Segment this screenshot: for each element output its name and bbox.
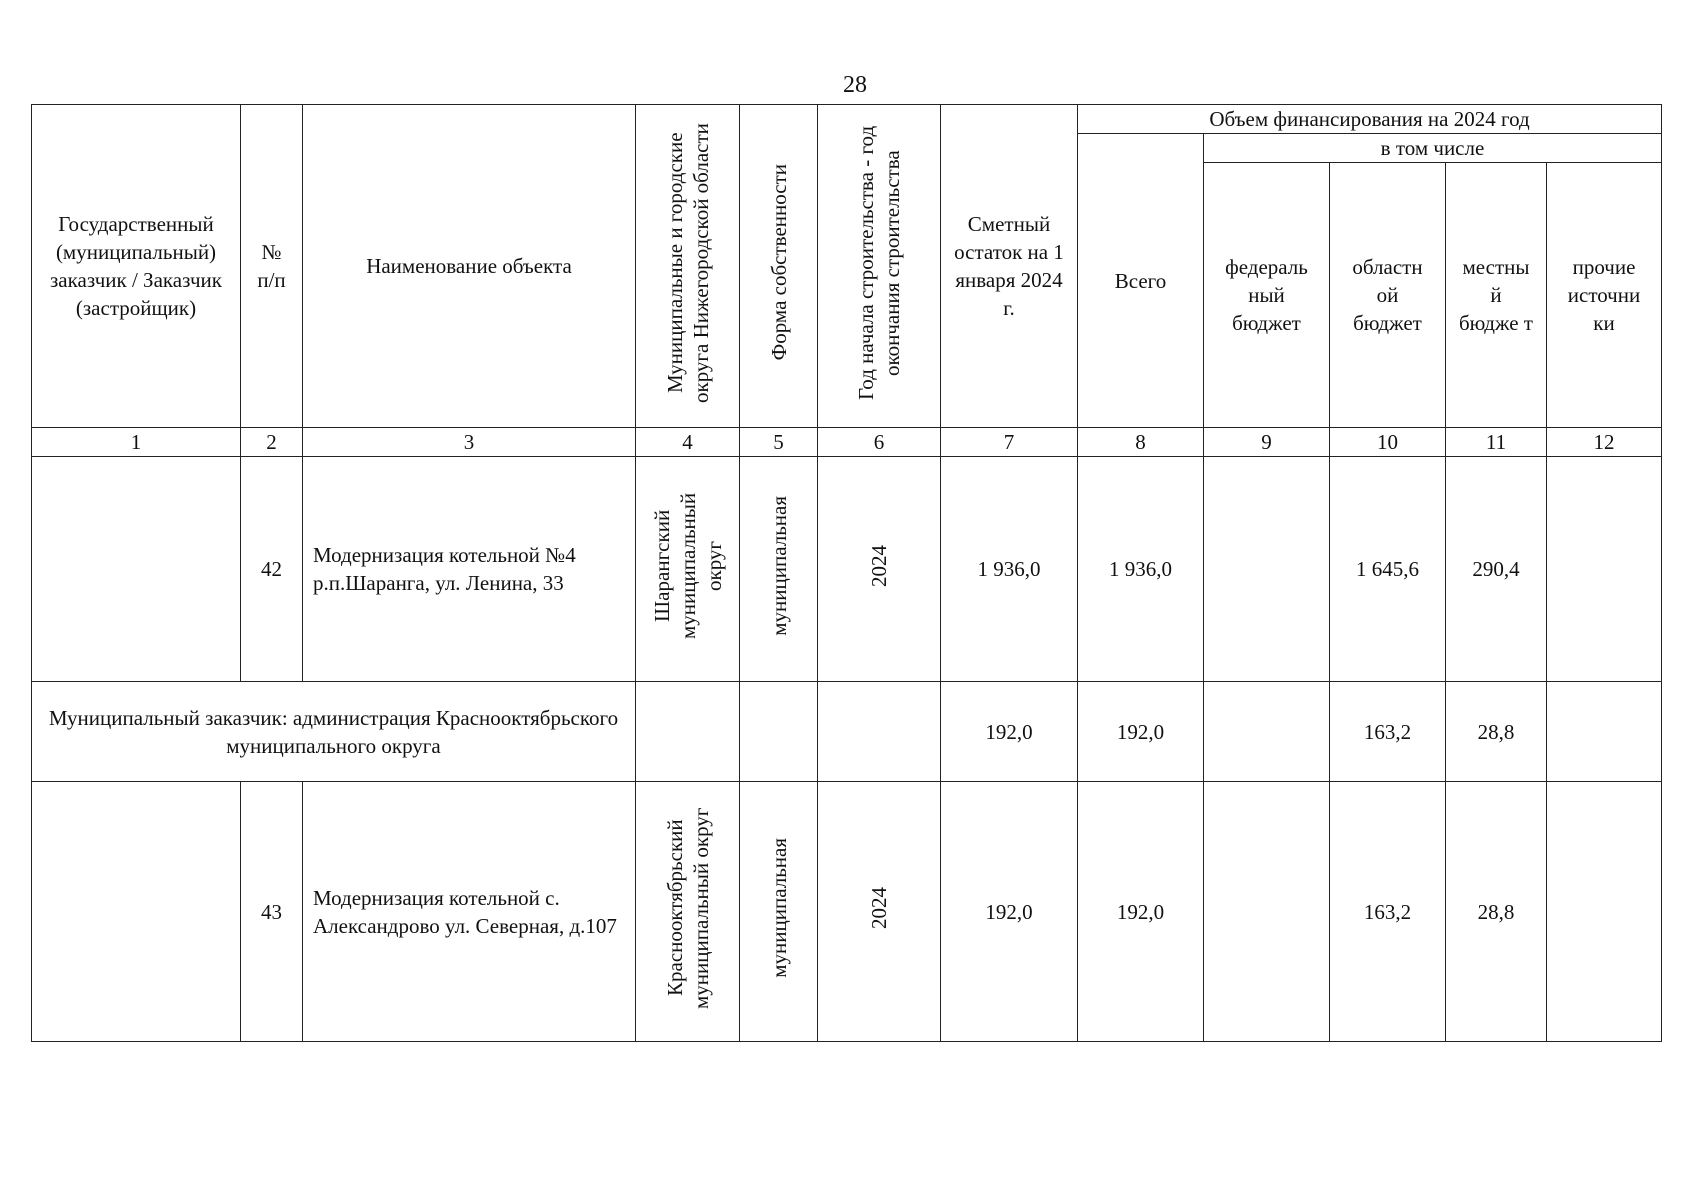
column-number: 1 bbox=[32, 428, 241, 457]
cell-customer bbox=[32, 457, 241, 682]
cell-other bbox=[1547, 682, 1662, 782]
cell-other bbox=[1547, 782, 1662, 1042]
cell-estimated-balance: 192,0 bbox=[941, 782, 1078, 1042]
cell-object-name: Модернизация котельной с. Александрово ул. Северная, д.107 bbox=[303, 782, 636, 1042]
header-financing: Объем финансирования на 2024 год bbox=[1078, 105, 1662, 134]
cell-regional: 163,2 bbox=[1330, 682, 1446, 782]
header-other: прочие источни ки bbox=[1547, 163, 1662, 428]
cell-estimated-balance: 1 936,0 bbox=[941, 457, 1078, 682]
column-number-row bbox=[32, 428, 1662, 457]
header-total: Всего bbox=[1078, 134, 1204, 428]
header-num: № п/п bbox=[241, 105, 303, 428]
column-number: 11 bbox=[1446, 428, 1547, 457]
cell-num: 42 bbox=[241, 457, 303, 682]
cell-years: 2024 bbox=[818, 782, 941, 1042]
column-number: 6 bbox=[818, 428, 941, 457]
cell-years: 2024 bbox=[818, 457, 941, 682]
cell-ownership: муниципальная bbox=[740, 457, 818, 682]
column-number: 4 bbox=[636, 428, 740, 457]
financing-table bbox=[31, 104, 1662, 1042]
header-districts: Муниципальные и городские округа Нижегородской области bbox=[636, 105, 740, 428]
cell-total: 192,0 bbox=[1078, 682, 1204, 782]
column-number: 8 bbox=[1078, 428, 1204, 457]
cell-local: 290,4 bbox=[1446, 457, 1547, 682]
cell-federal bbox=[1204, 682, 1330, 782]
cell-estimated-balance: 192,0 bbox=[941, 682, 1078, 782]
cell-total: 192,0 bbox=[1078, 782, 1204, 1042]
customer-row bbox=[32, 682, 1662, 782]
header-including: в том числе bbox=[1204, 134, 1662, 163]
cell-num: 43 bbox=[241, 782, 303, 1042]
table-row bbox=[32, 457, 1662, 682]
column-number: 7 bbox=[941, 428, 1078, 457]
cell-local: 28,8 bbox=[1446, 782, 1547, 1042]
cell-total: 1 936,0 bbox=[1078, 457, 1204, 682]
cell-federal bbox=[1204, 782, 1330, 1042]
cell-regional: 163,2 bbox=[1330, 782, 1446, 1042]
header-object-name: Наименование объекта bbox=[303, 105, 636, 428]
column-number: 12 bbox=[1547, 428, 1662, 457]
cell-other bbox=[1547, 457, 1662, 682]
header-estimated-balance: Сметный остаток на 1 января 2024 г. bbox=[941, 105, 1078, 428]
cell-district: Шарангский муниципальный округ bbox=[636, 457, 740, 682]
column-number: 2 bbox=[241, 428, 303, 457]
cell-years bbox=[818, 682, 941, 782]
cell-customer-label: Муниципальный заказчик: администрация Краснооктябрьского муниципального округа bbox=[32, 682, 636, 782]
cell-federal bbox=[1204, 457, 1330, 682]
cell-local: 28,8 bbox=[1446, 682, 1547, 782]
cell-object-name: Модернизация котельной №4 р.п.Шаранга, ул. Ленина, 33 bbox=[303, 457, 636, 682]
header-row-1 bbox=[32, 105, 1662, 134]
header-local: местны й бюдже т bbox=[1446, 163, 1547, 428]
page-number: 28 bbox=[843, 72, 867, 98]
header-ownership: Форма собственности bbox=[740, 105, 818, 428]
cell-district bbox=[636, 682, 740, 782]
cell-customer bbox=[32, 782, 241, 1042]
header-federal: федераль ный бюджет bbox=[1204, 163, 1330, 428]
column-number: 5 bbox=[740, 428, 818, 457]
cell-ownership: муниципальная bbox=[740, 782, 818, 1042]
cell-ownership bbox=[740, 682, 818, 782]
column-number: 9 bbox=[1204, 428, 1330, 457]
table-row bbox=[32, 782, 1662, 1042]
column-number: 3 bbox=[303, 428, 636, 457]
column-number: 10 bbox=[1330, 428, 1446, 457]
header-customer: Государственный (муниципальный) заказчик / Заказчик (застройщик) bbox=[32, 105, 241, 428]
cell-regional: 1 645,6 bbox=[1330, 457, 1446, 682]
header-years: Год начала строительства - год окончания строительства bbox=[818, 105, 941, 428]
header-regional: областн ой бюджет bbox=[1330, 163, 1446, 428]
cell-district: Краснооктябрьский муниципальный округ bbox=[636, 782, 740, 1042]
